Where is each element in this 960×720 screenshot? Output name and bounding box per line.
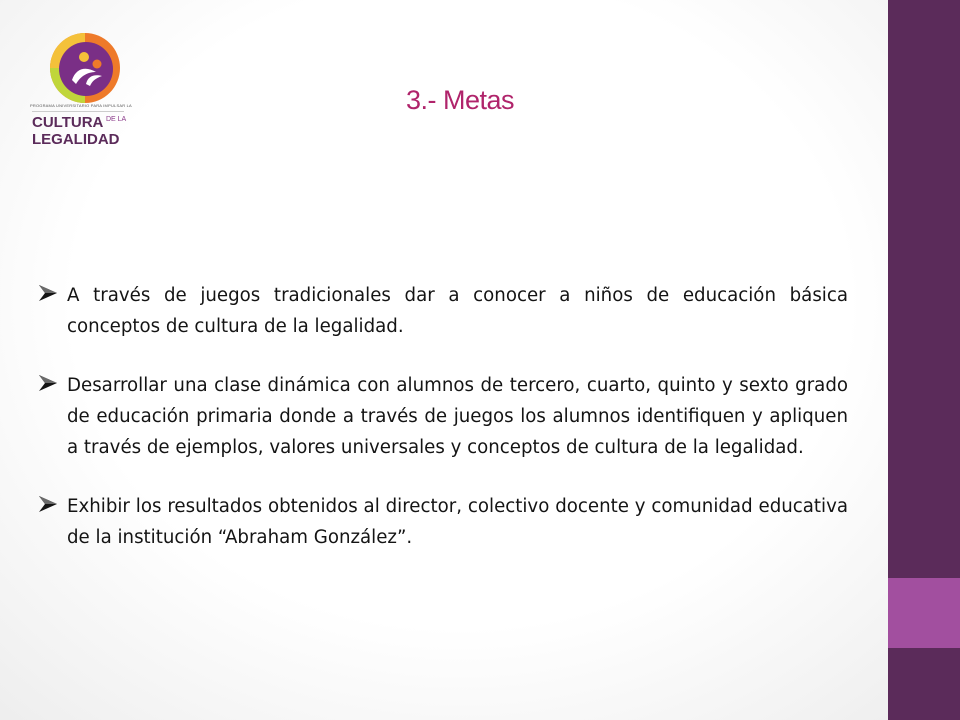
- slide-title: 3.- Metas: [406, 85, 515, 115]
- people-embrace-icon: [26, 28, 138, 103]
- bullet-item: [34, 491, 848, 553]
- bullet-item: [34, 280, 848, 342]
- bullet-text: A través de juegos tradicionales dar a conocer a niños de educación básica conceptos de cultura de la legalidad.: [67, 285, 848, 337]
- arrowhead-bullet-icon: [37, 493, 59, 515]
- arrowhead-bullet-icon: [37, 372, 59, 394]
- logo-word-legalidad: LEGALIDAD: [32, 131, 120, 148]
- arrowhead-bullet-icon: [37, 282, 59, 304]
- sidebar-accent-band: [888, 578, 960, 648]
- bullet-list: [34, 280, 848, 581]
- bullet-item: [34, 370, 848, 463]
- logo-caption: PROGRAMA UNIVERSITARIO PARA IMPULSAR LA: [30, 103, 132, 108]
- logo-word-de-la: DE LA: [106, 116, 127, 123]
- bullet-text: Desarrollar una clase dinámica con alumnos de tercero, cuarto, quinto y sexto grado de educación primaria donde a través de juegos los alumnos identifiquen y apliquen a través de ejemplos, valores universales y conceptos de cultura de la legalidad.: [67, 375, 848, 458]
- logo-word-cultura: CULTURA: [32, 114, 104, 131]
- logo-divider: [32, 111, 124, 112]
- bullet-text: Exhibir los resultados obtenidos al director, colectivo docente y comunidad educativa de la institución “Abraham González”.: [67, 496, 848, 548]
